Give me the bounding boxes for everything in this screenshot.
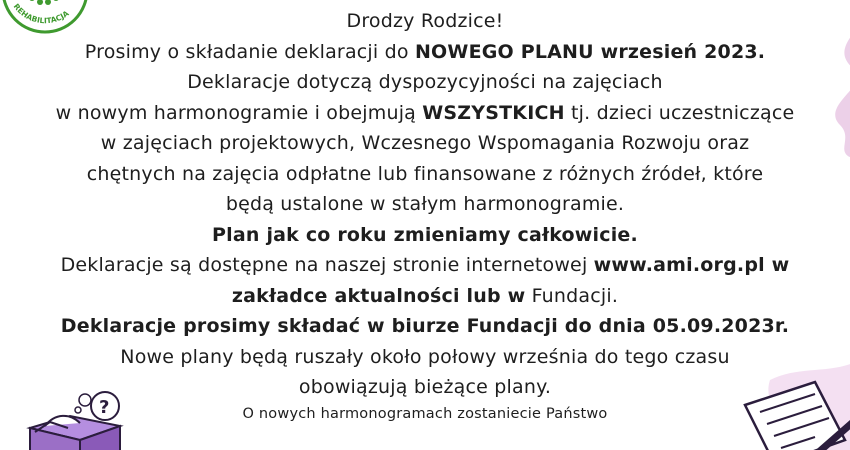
bold-text-segment: Deklaracje prosimy składać w biurze Fundacji do dnia 05.09.2023r.: [60, 315, 790, 337]
text-segment: Drodzy Rodzice!: [346, 10, 504, 32]
text-segment: w zajęciach projektowych, Wczesnego Wspomagania Rozwoju oraz: [100, 132, 750, 154]
box-question-illustration-icon: [10, 388, 130, 450]
text-segment: tj. dzieci uczestniczące: [564, 101, 795, 124]
text-line: [0, 342, 850, 373]
bold-text-segment: www.ami.org.pl w: [593, 254, 790, 276]
announcement-text: [0, 6, 850, 425]
svg-text:?: ?: [99, 397, 110, 418]
text-line: [0, 220, 850, 251]
bold-text-segment: NOWEGO PLANU wrzesień 2023.: [414, 40, 766, 63]
text-line: [0, 250, 850, 281]
text-line: [0, 311, 850, 342]
text-line: [0, 67, 850, 98]
bold-text-segment: zakładce aktualności lub w: [231, 284, 526, 307]
text-line: [0, 98, 850, 129]
text-segment: O nowych harmonogramach zostaniecie Państwo: [242, 405, 608, 422]
bold-text-segment: Plan jak co roku zmieniamy całkowicie.: [212, 223, 638, 246]
text-segment: w nowym harmonogramie i obejmują: [55, 101, 423, 124]
text-segment: Nowe plany będą ruszały około połowy września do tego czasu: [120, 345, 730, 368]
logo-text: REHABILITACJA: [11, 2, 71, 26]
text-segment: obowiązują bieżące plany.: [298, 376, 552, 398]
text-segment: Prosimy o składanie deklaracji do: [84, 40, 415, 63]
text-segment: Deklaracje są dostępne na naszej stronie internetowej: [60, 254, 594, 276]
text-segment: będą ustalone w stałym harmonogramie.: [225, 193, 625, 215]
text-segment: chętnych na zajęcia odpłatne lub finansowane z różnych źródeł, które: [86, 162, 764, 185]
text-line: [0, 281, 850, 312]
text-line: [0, 6, 850, 37]
document-pen-illustration-icon: [715, 370, 850, 450]
text-segment: Deklaracje dotyczą dyspozycyjności na zajęciach: [187, 71, 663, 93]
text-line: [0, 128, 850, 159]
text-segment: Fundacji.: [525, 284, 619, 307]
bold-text-segment: WSZYSTKICH: [422, 101, 565, 124]
text-line: [0, 189, 850, 220]
text-line: [0, 159, 850, 190]
text-line: [0, 37, 850, 68]
